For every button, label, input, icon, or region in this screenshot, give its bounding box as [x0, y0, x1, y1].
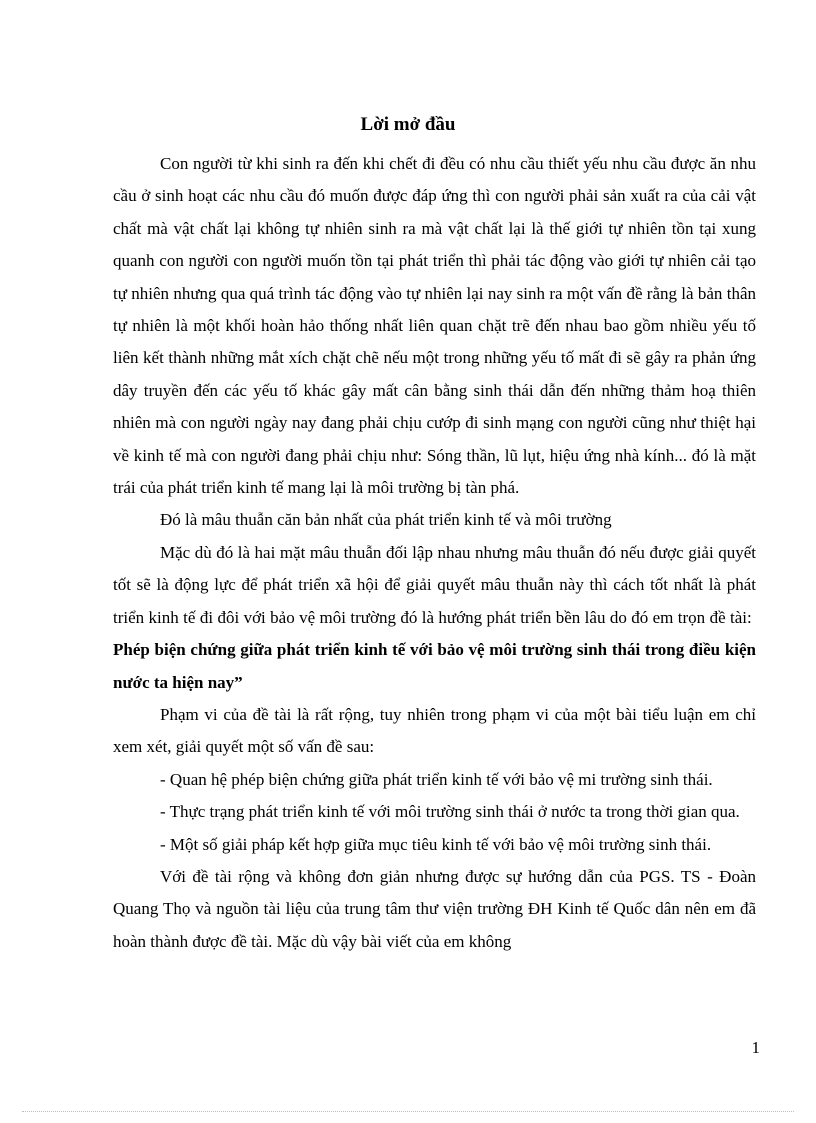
paragraph-scope: Phạm vi của đề tài là rất rộng, tuy nhiên trong phạm vi của một bài tiểu luận em chỉ xem xét, giải quyết một số vấn đề sau:: [113, 704, 756, 757]
list-item: - Thực trạng phát triển kinh tế với môi trường sinh thái ở nước ta trong thời gian qua.: [160, 802, 740, 822]
paragraph-topic: [113, 537, 756, 699]
page-break-divider: [22, 1111, 794, 1112]
document-body: [113, 148, 756, 958]
paragraph-closing: Với đề tài rộng và không đơn giản nhưng được sự hướng dẫn của PGS. TS - Đoàn Quang Thọ và nguồn tài liệu của trung tâm thư viện trường ĐH Kinh tế Quốc dân nên em đã hoàn thành được đề tài. Mặc dù vậy bài viết của em không: [113, 866, 756, 951]
page-number: 1: [751, 1038, 760, 1057]
paragraph-intro: Con người từ khi sinh ra đến khi chết đi đều có nhu cầu thiết yếu nhu cầu được ăn nhu cầu ở sinh hoạt các nhu cầu đó muốn được đáp ứng thì con người phải sản xuất ra của cải vật chất mà vật chất lại không tự nhiên sinh ra mà vật chất lại là thế giới tự nhiên tồn tại xung quanh con người con người muốn tồn tại phát triển thì phải tác động vào giới tự nhiên cải tạo tự nhiên nhưng qua quá trình tác động vào tự nhiên lại nay sinh ra một vấn đề rằng là bản thân tự nhiên là một khối hoàn hảo thống nhất liên quan chặt trẽ đến nhau bao gồm nhiều yếu tố liên kết thành những mắt xích chặt chẽ nếu một trong những yếu tố mất đi sẽ gây ra phản ứng dây truyền đến các yếu tố khác gây mất cân bằng sinh thái dẫn đến những thảm hoạ thiên nhiên mà con người ngày nay đang phải chịu cướp đi sinh mạng con người cũng như thiệt hại về kinh tế mà con người đang phải chịu như: Sóng thần, lũ lụt, hiệu ứng nhà kính... đó là mặt trái của phát triển kinh tế mang lại là môi trường bị tàn phá.: [113, 154, 756, 498]
topic-intro-text: Mặc dù đó là hai mặt mâu thuẫn đối lập nhau nhưng mâu thuẫn đó nếu được giải quyết tốt sẽ là động lực để phát triển xã hội để giải quyết mâu thuẫn này thì cách tốt nhất là phát triển kinh tế đi đôi với bảo vệ môi trường đó là hướng phát triển bền lâu do đó em trọn đề tài:: [113, 542, 756, 627]
list-item: - Quan hệ phép biện chứng giữa phát triển kinh tế với bảo vệ mi trường sinh thái.: [160, 769, 713, 789]
paragraph-contradiction: Đó là mâu thuẫn căn bản nhất của phát triển kinh tế và môi trường: [160, 510, 612, 530]
page-title: Lời mở đầu: [360, 114, 456, 135]
list-item: - Một số giải pháp kết hợp giữa mục tiêu kinh tế với bảo vệ môi trường sinh thái.: [160, 834, 712, 854]
topic-close-quote: ”: [234, 672, 243, 692]
topic-title: Phép biện chứng giữa phát triển kinh tế với bảo vệ môi trường sinh thái trong điều kiện nước ta hiện nay: [113, 640, 756, 692]
